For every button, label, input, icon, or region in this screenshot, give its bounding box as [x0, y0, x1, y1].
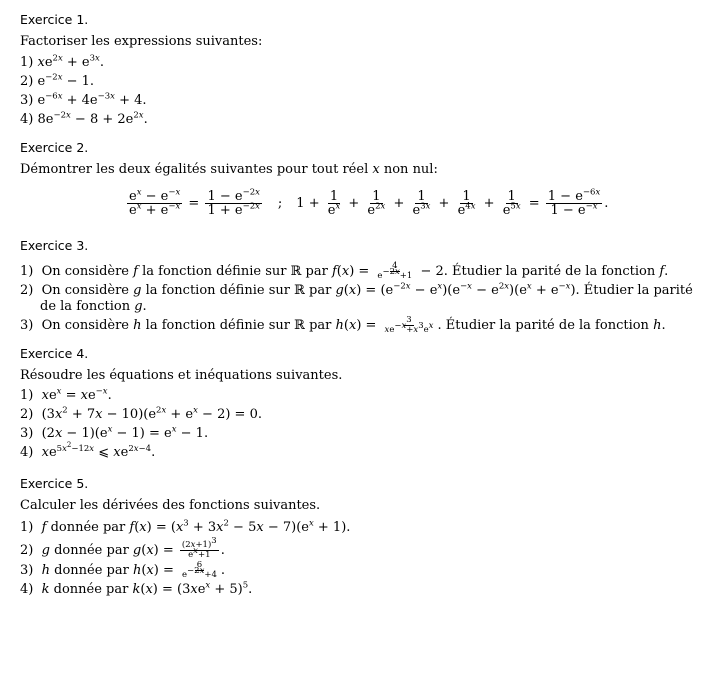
ex4-item-4: 4) $xe^{5x^2-12x}$ ⩽ $xe^{2x-4}$.: [20, 441, 156, 461]
ex4-title: Exercice 4.: [20, 346, 89, 361]
ex5-item-4: 4) k donnée par $k(x) = (3xe^x + 5)^5$.: [20, 580, 253, 597]
ex4-item-1: 1) $xe^x = xe^{-x}$.: [20, 386, 112, 403]
ex3-item-1: 1) On considère f la fonction définie sur ℝ par f(x) = $\frac{4}{e^{-2x}+1}$ − 2. Étudier la parité de la fonction f.: [20, 261, 669, 281]
ex5-title: Exercice 5.: [20, 476, 89, 491]
ex3-item-3: 3) On considère h la fonction définie sur ℝ par h(x) = $\frac{3}{xe^{-x}+x^3e^x}$ . Étudier la parité de la fonction h.: [20, 315, 666, 335]
ex4-item-2: 2) $(3x^2 + 7x - 10)(e^{2x} + e^x - 2) = 0$.: [20, 405, 262, 422]
ex4-intro: Résoudre les équations et inéquations suivantes.: [20, 368, 343, 383]
ex2-equalities: $\frac{e^x - e^{-x}}{e^x + e^{-x}}$ = $\frac{1 - e^{-2x}}{1 + e^{-2x}}$ ; 1 + $\frac{1}{e^x}$ + $\frac{1}{e^{2x}}$ + $\frac{1}{e^{3x}}$ + $\frac{1}{e^{4x}}$ + $\frac{1}{e^{5x}}$ = $\frac{1 - e^{-6x}}{1 - e^{-x}}$ .: [129, 187, 609, 218]
ex5-item-2: 2) g donnée par g(x) = $\frac{(2x+1)^3}{e^x+1}$ .: [20, 536, 225, 560]
ex1-title: Exercice 1.: [20, 12, 89, 27]
ex1-item-4: 4) $8e^{-2x} - 8 + 2e^{2x}$.: [20, 110, 148, 127]
ex2-title: Exercice 2.: [20, 140, 89, 155]
ex1-item-3: 3) $e^{-6x} + 4e^{-3x} + 4$.: [20, 91, 147, 108]
ex2-intro: Démontrer les deux égalités suivantes pour tout réel x non nul:: [20, 162, 438, 177]
ex1-item-1: 1) $xe^{2x} + e^{3x}$.: [20, 53, 104, 70]
ex3-item-2: 2) On considère g la fonction définie sur ℝ par $g(x) = (e^{-2x} - e^x)(e^{-x} - e^{2x})(e^x + e^{-x})$. Étudier la parité: [20, 281, 693, 298]
ex5-item-3: 3) h donnée par h(x) = $\frac{6}{e^{-2x}+4}$ .: [20, 560, 226, 580]
ex5-intro: Calculer les dérivées des fonctions suivantes.: [20, 498, 321, 513]
ex3-item-2-cont: de la fonction g.: [40, 299, 147, 314]
ex5-item-1: 1) f donnée par $f(x) = (x^3 + 3x^2 - 5x - 7)(e^x + 1)$.: [20, 518, 351, 535]
ex1-intro: Factoriser les expressions suivantes:: [20, 34, 263, 49]
ex3-title: Exercice 3.: [20, 238, 89, 253]
ex4-item-3: 3) $(2x - 1)(e^x - 1) = e^x - 1$.: [20, 424, 209, 441]
ex1-item-2: 2) $e^{-2x} - 1$.: [20, 72, 95, 89]
